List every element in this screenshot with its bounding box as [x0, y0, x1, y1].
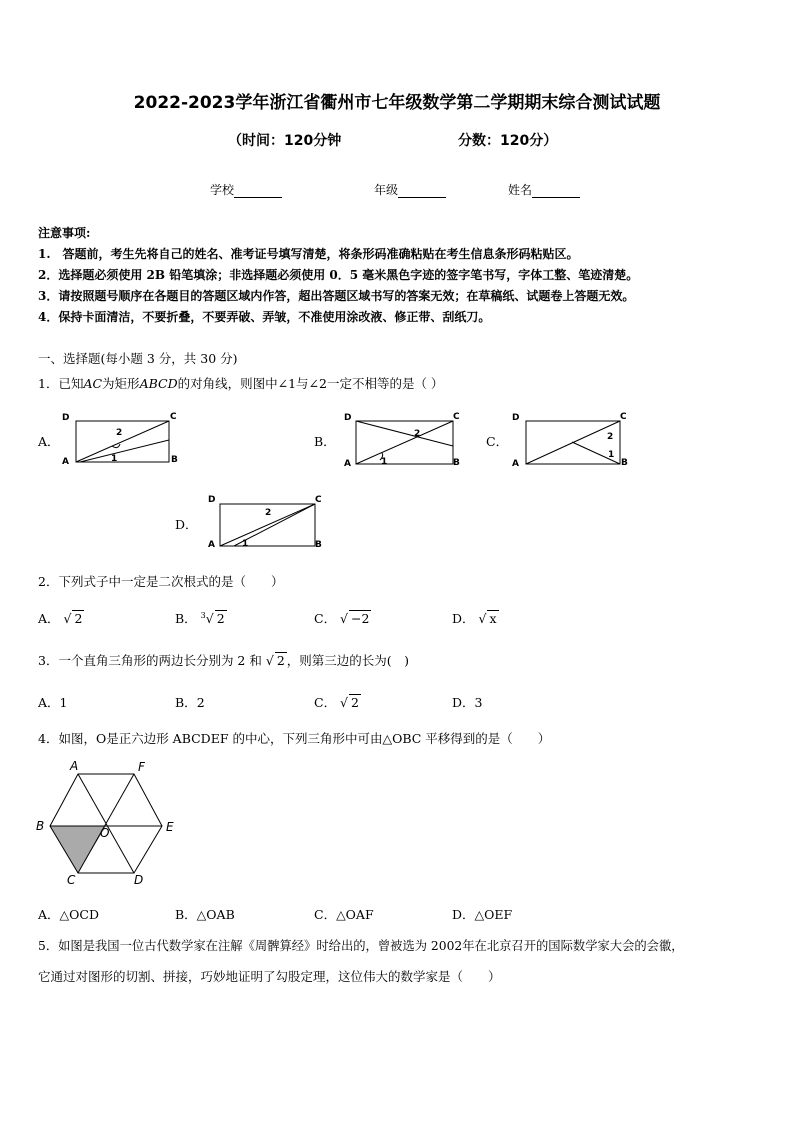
q2-stem: 2．下列式子中一定是二次根式的是（ ） [38, 574, 284, 589]
label-a: A [344, 459, 351, 469]
label-a: A [62, 457, 69, 467]
label-b: B [171, 455, 178, 465]
angle-2: 2 [607, 432, 614, 442]
q4-option-c: C．△OAF [314, 907, 374, 922]
exam-title: 2022-2023学年浙江省衢州市七年级数学第二学期期末综合测试试题 [133, 93, 661, 113]
q2-option-d: D． √ x [452, 611, 497, 626]
name-field: 姓名 [508, 181, 580, 198]
exam-time: （时间：120分钟 [228, 133, 342, 149]
angle-2: 2 [265, 508, 272, 518]
label-c: C [67, 873, 76, 887]
notice-item-1: 1. 答题前，考生先将自己的姓名、准考证号填写清楚，将条形码准确粘贴在考生信息条形码粘贴区。 [38, 247, 579, 261]
q4-option-a: A．△OCD [38, 907, 99, 922]
q3-option-c: C． √ 2 [314, 695, 359, 710]
q1-figure-b [340, 408, 470, 470]
label-d: D [512, 413, 520, 423]
grade-field: 年级 [374, 181, 446, 198]
q5-stem-line1: 5．如图是我国一位古代数学家在注解《周髀算经》时给出的，曾被选为 2002年在北京召开的国际数学家大会的会徽， [38, 939, 684, 953]
label-a: A [208, 540, 215, 550]
angle-2: 2 [116, 428, 123, 438]
q2-option-c: C． √ −2 [314, 611, 370, 626]
notice-title: 注意事项: [38, 226, 91, 240]
q4-hexagon-figure [34, 756, 184, 890]
q5-stem-line2: 它通过对图形的切割、拼接，巧妙地证明了勾股定理，这位伟大的数学家是（ ） [38, 969, 501, 984]
q2-option-a: A． √ 2 [38, 611, 83, 626]
angle-1: 1 [111, 454, 118, 464]
angle-2: 2 [414, 429, 421, 439]
q1-option-d: D． [175, 517, 198, 532]
q3-stem: 3．一个直角三角形的两边长分别为 2 和 √ 2 ，则第三边的长为( ) [38, 653, 410, 668]
label-b: B [36, 819, 45, 833]
notice-item-2: 2．选择题必须使用 2B 铅笔填涂；非选择题必须使用 0．5 毫米黑色字迹的签字笔书写，字体工整、笔迹清楚。 [38, 268, 639, 282]
q1-option-a: A． [38, 434, 60, 449]
angle-1: 1 [608, 450, 615, 460]
exam-score: 分数：120分） [458, 133, 558, 149]
label-c: C [170, 412, 177, 422]
q1-figure-d [204, 490, 334, 552]
section-heading: 一、选择题(每小题 3 分，共 30 分) [38, 351, 238, 366]
label-b: B [453, 458, 460, 468]
label-c: C [453, 412, 460, 422]
q4-stem: 4．如图，O是正六边形 ABCDEF 的中心，下列三角形中可由△OBC 平移得到的是（ ） [38, 731, 551, 746]
q1-figure-a [58, 408, 188, 470]
q4-option-b: B．△OAB [175, 907, 235, 922]
q2-option-b: B． $^3$√ 2 [175, 610, 225, 626]
q1-figure-c [508, 408, 638, 470]
q3-option-b: B．2 [175, 695, 205, 710]
label-a: A [70, 759, 79, 773]
angle-1: 1 [242, 539, 249, 549]
label-d: D [134, 873, 144, 887]
label-d: D [208, 495, 216, 505]
q1-option-b: B． [314, 434, 336, 449]
label-e: E [166, 820, 174, 834]
label-d: D [62, 413, 70, 423]
notice-item-3: 3．请按照题号顺序在各题目的答题区域内作答，超出答题区域书写的答案无效；在草稿纸、试题卷上答题无效。 [38, 289, 635, 303]
school-field: 学校 [210, 181, 282, 198]
label-b: B [315, 540, 322, 550]
label-c: C [620, 412, 627, 422]
angle-1: 1 [381, 457, 388, 467]
label-a: A [512, 459, 519, 469]
label-d: D [344, 413, 352, 423]
label-o: O [100, 826, 110, 840]
shaded-triangle-obc [50, 826, 106, 873]
q4-option-d: D．△OEF [452, 907, 513, 922]
label-f: F [138, 760, 145, 774]
label-b: B [621, 458, 628, 468]
notice-item-4: 4．保持卡面清洁，不要折叠，不要弄破、弄皱，不准使用涂改液、修正带、刮纸刀。 [38, 310, 491, 324]
q1-stem: 1．已知AC为矩形ABCD的对角线，则图中∠1与∠2一定不相等的是（ ） [38, 376, 444, 391]
label-c: C [315, 495, 322, 505]
q1-option-c: C． [486, 434, 509, 449]
q3-option-a: A．1 [38, 695, 68, 710]
q3-option-d: D．3 [452, 695, 483, 710]
